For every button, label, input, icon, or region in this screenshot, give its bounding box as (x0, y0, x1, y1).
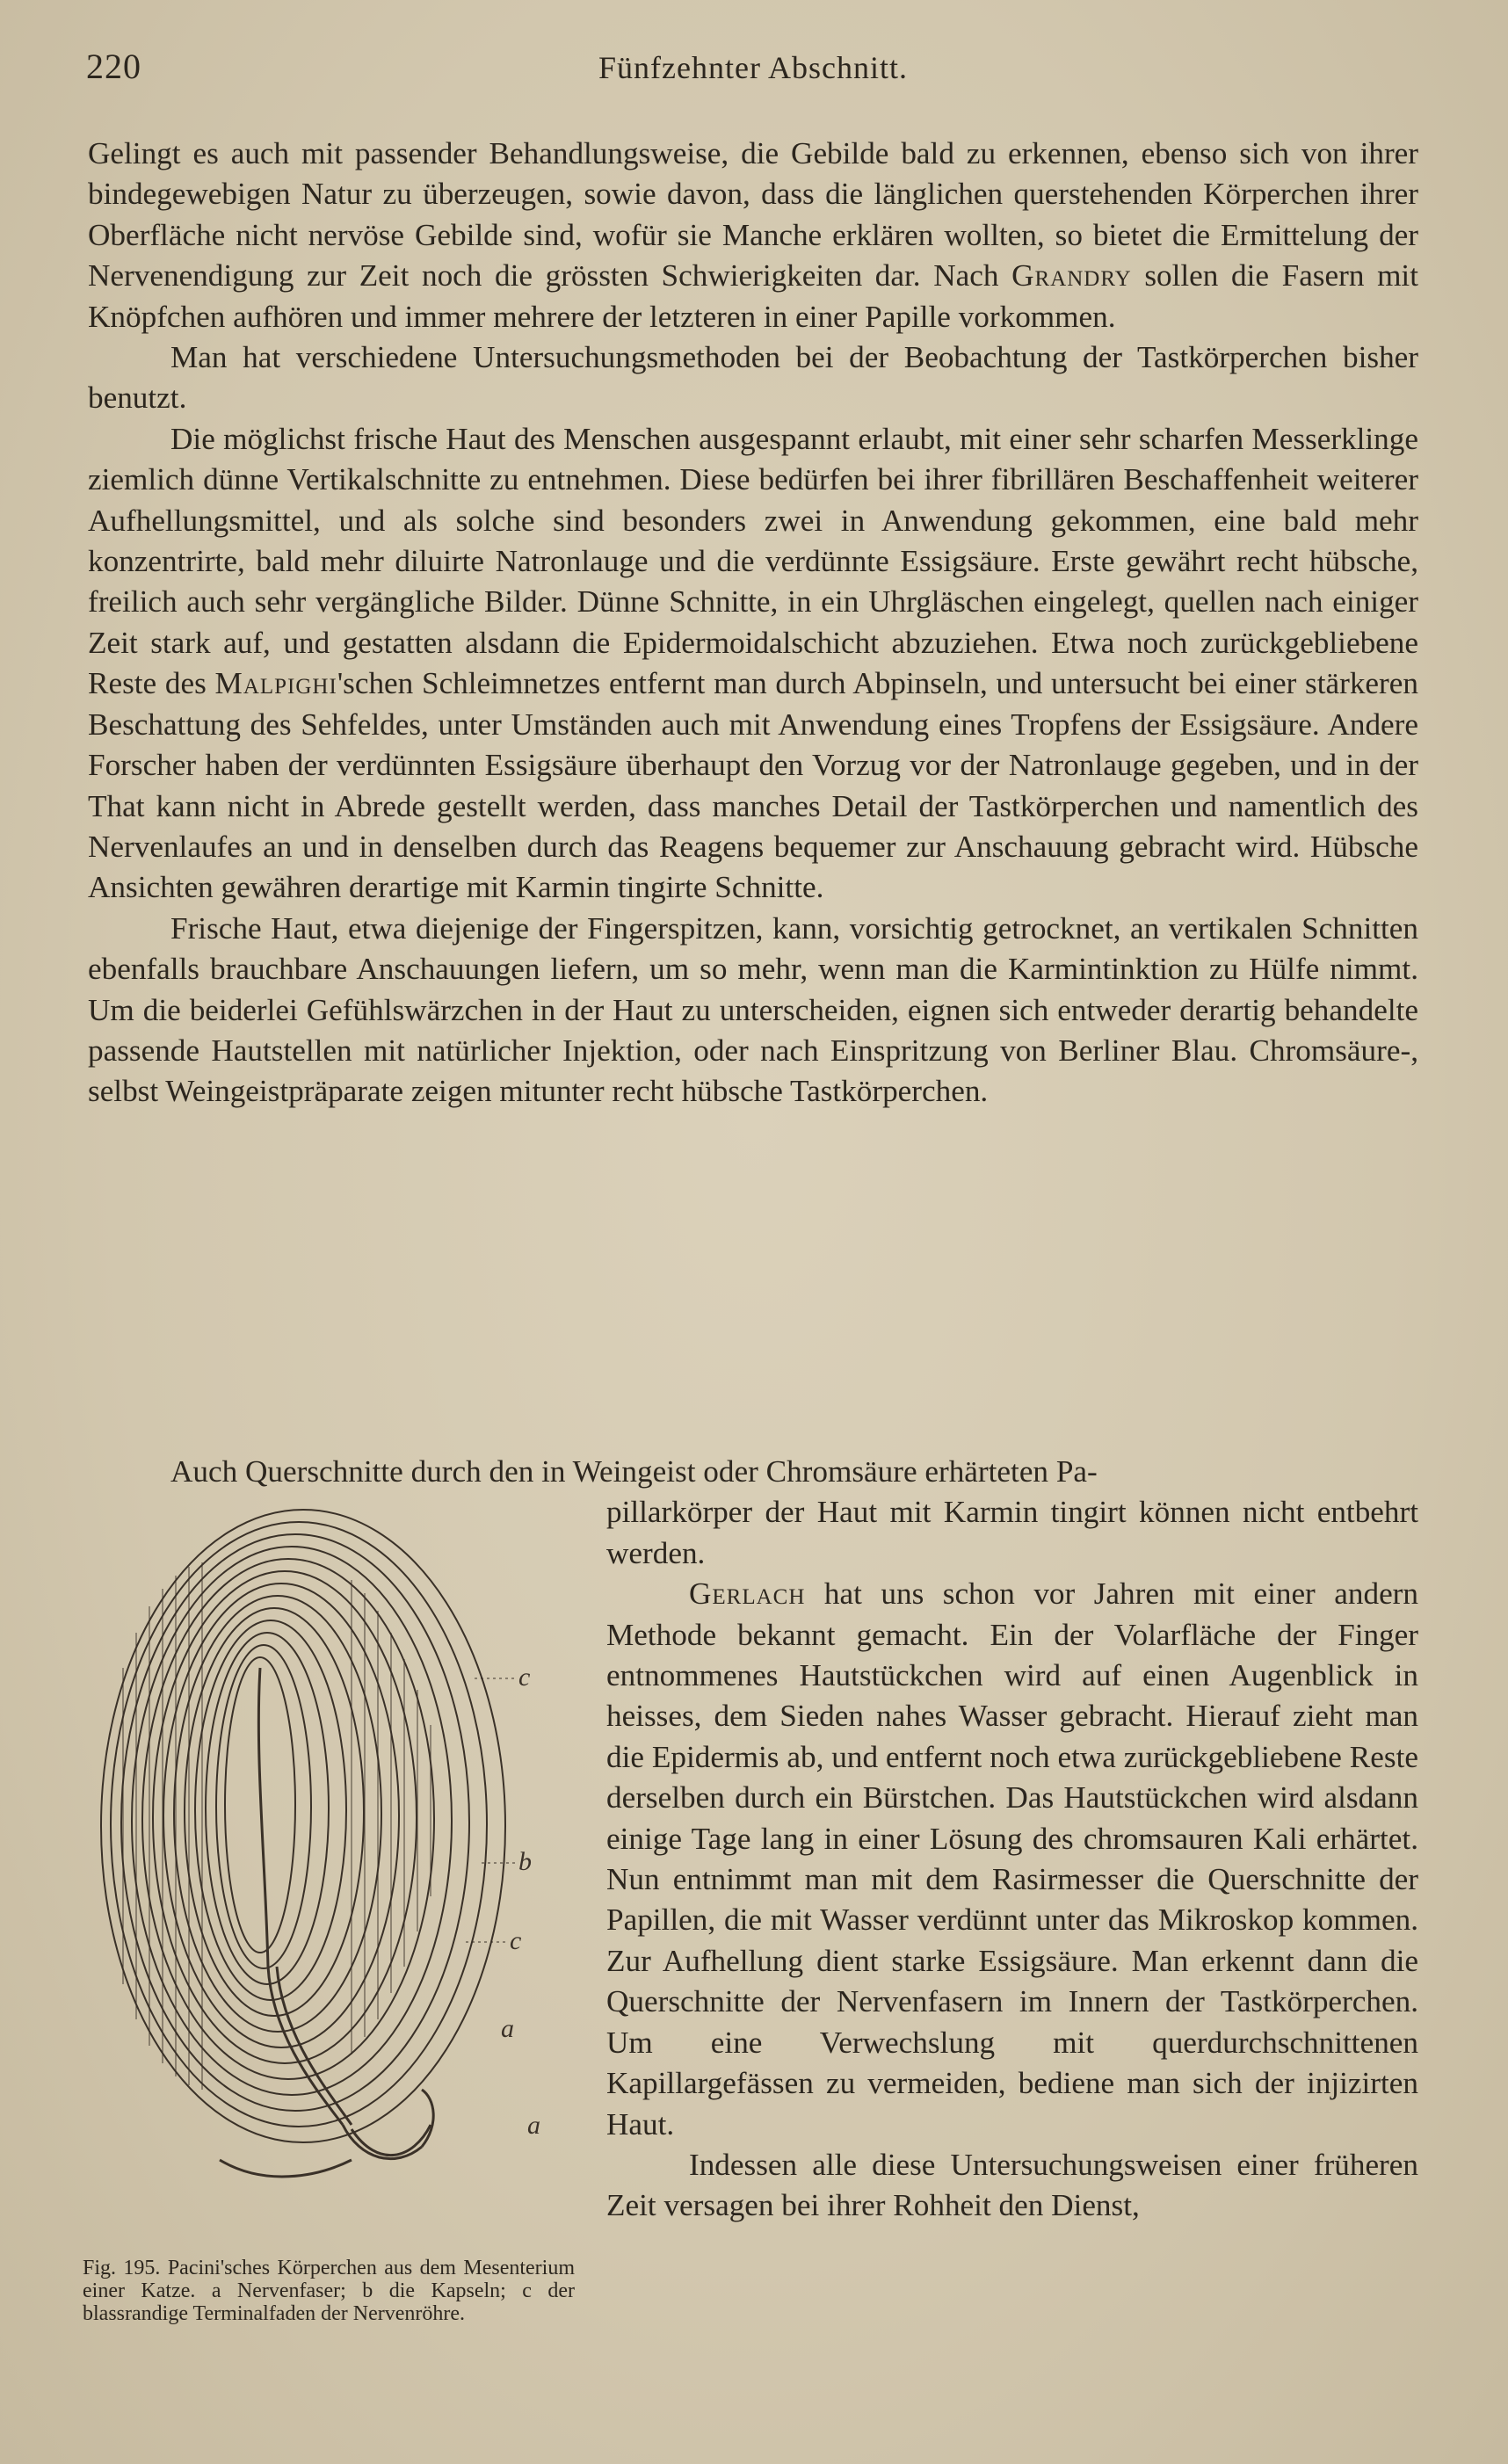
paragraph-6 (606, 1574, 1418, 2145)
paragraph-1-text-a: Gelingt es auch mit passender Behandlungsweise, die Gebilde bald zu erkennen, ebenso sich von ihrer bindegewebigen Natur zu überzeugen, sowie davon, dass die länglichen querstehenden Körperchen ihrer Oberfläche nicht nervöse Gebilde sind, wofür sie Manche erklären wollten, so bietet die Ermittelung der Nervenendigung zur Zeit noch die grössten Schwierigkeiten dar. Nach (88, 136, 1418, 294)
paragraph-4: Frische Haut, etwa diejenige der Fingerspitzen, kann, vorsichtig getrocknet, an vertikalen Schnitten ebenfalls brauchbare Anschauungen liefern, um so mehr, wenn man die Karmintinktion zu Hülfe nimmt. Um die beiderlei Gefühlswärzchen in der Haut zu unterscheiden, eignen sich entweder derartig behandelte passende Hautstellen mit natürlicher Injektion, oder nach Einspritzung von Berliner Blau. Chromsäure-, selbst Weingeistpräparate zeigen mitunter recht hübsche Tastkörperchen. (88, 910, 1418, 1109)
paragraph-3-text-a: Die möglichst frische Haut des Menschen ausgespannt erlaubt, mit einer sehr scharfen Messerklinge ziemlich dünne Vertikalschnitte zu entnehmen. Diese bedürfen bei ihrer fibrillären Beschaffenheit weiterer Aufhellungsmittel, und als solche sind besonders zwei in Anwendung gekommen, eine bald mehr konzentrirte, bald mehr diluirte Natronlauge und die verdünnte Essigsäure. Erste gewährt recht hübsche, freilich auch sehr vergängliche Bilder. Dünne Schnitte, in ein Uhrgläschen eingelegt, quellen nach einiger Zeit stark auf, und gestatten alsdann die Epidermoidalschicht abzuziehen. Etwa noch zurückgebliebene Reste des (88, 421, 1418, 701)
paragraph-2: Man hat verschiedene Untersuchungsmethoden bei der Beobachtung der Tastkörperchen bisher benutzt. (88, 340, 1418, 416)
paragraph-1-text-b: sollen die Fasern mit Knöpfchen aufhören und immer mehrere der letzteren in einer Papille vorkommen. (88, 258, 1418, 334)
lower-section (88, 1452, 1418, 2227)
figure-label-b: b (518, 1847, 532, 1876)
paragraph-6-text: hat uns schon vor Jahren mit einer andern Methode bekannt gemacht. Ein der Volarfläche der Finger entnommenes Hautstückchen wird auf einen Augenblick in heisses, dem Sieden nahes Wasser gebracht. Hierauf zieht man die Epidermis ab, und entfernt noch etwa zurückgebliebene Reste derselben durch ein Bürstchen. Das Hautstückchen wird alsdann einige Tage lang in einer Lösung des chromsauren Kali erhärtet. Nun entnimmt man mit dem Rasirmesser die Querschnitte der Papillen, die mit Wasser verdünnt unter das Mikroskop kommen. Zur Aufhellung dient starke Essigsäure. Man erkennt dann die Querschnitte der Nervenfasern im Innern der Tastkörperchen. Um eine Verwechslung mit querdurchschnittenen Kapillargefässen zu vermeiden, bediene man sich der injizirten Haut. (606, 1576, 1418, 2142)
paragraph-5-continued: pillarkörper der Haut mit Karmin tingirt können nicht entbehrt werden. (606, 1495, 1418, 1570)
author-name-gerlach: Gerlach (689, 1576, 806, 1612)
page-header (86, 46, 1420, 98)
paragraph-7: Indessen alle diese Untersuchungsweisen einer früheren Zeit versagen bei ihrer Rohheit den Dienst, (606, 2147, 1418, 2223)
paragraph-3 (88, 419, 1418, 909)
pacini-corpuscle-illustration (88, 1492, 580, 2248)
main-text (88, 134, 1418, 1112)
running-head: Fünfzehnter Abschnitt. (598, 50, 908, 85)
author-name-grandry: Grandry (1011, 258, 1132, 294)
paragraph-1 (88, 134, 1418, 337)
paragraph-5-line-1: Auch Querschnitte durch den in Weingeist oder Chromsäure erhärteten Pa- (170, 1454, 1098, 1489)
figure-label-c-lower: c (510, 1926, 522, 1955)
figure-caption: Fig. 195. Pacini'sches Körperchen aus dem Mesenterium einer Katze. a Nervenfaser; b die Kapseln; c der blassrandige Terminalfaden der Nervenröhre. (83, 2257, 575, 2325)
figure-pacini-corpuscle (88, 1492, 580, 2248)
figure-label-a-lower: a (527, 2111, 540, 2140)
page-number: 220 (86, 47, 141, 86)
figure-label-a-upper: a (501, 2014, 514, 2043)
paragraph-3-text-b: 'schen Schleimnetzes entfernt man durch Abpinseln, und untersucht bei einer stärkeren Beschattung des Sehfeldes, unter Umständen auch mit Anwendung eines Tropfens der Essigsäure. Andere Forscher haben der verdünnten Essigsäure überhaupt den Vorzug vor der Natronlauge gegeben, und in der That kann nicht in Abrede gestellt werden, dass manches Detail der Tastkörperchen und namentlich des Nervenlaufes an und in denselben durch das Reagens bequemer zur Anschauung gebracht wird. Hübsche Ansichten gewähren derartige mit Karmin tingirte Schnitte. (88, 666, 1418, 905)
figure-label-c-top: c (518, 1663, 531, 1692)
author-name-malpighi: Malpighi (214, 666, 337, 701)
